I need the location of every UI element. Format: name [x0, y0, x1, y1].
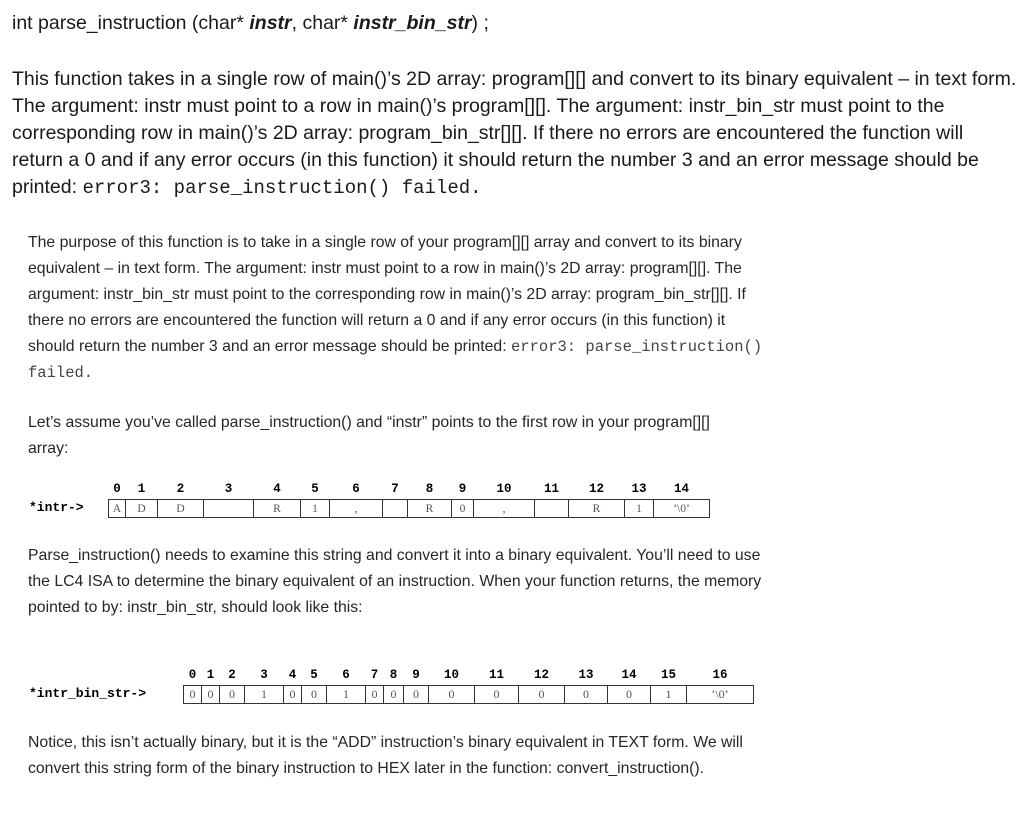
bin_array-cell: 1 — [245, 685, 284, 704]
bin_array-cell: 0 — [519, 685, 565, 704]
bin-array-label: *intr_bin_str-> — [29, 686, 147, 701]
instr_array-index: 7 — [391, 482, 399, 496]
bin_array-cell: 0 — [366, 685, 384, 704]
bin_array-cell: 0 — [608, 685, 651, 704]
description-text: This function takes in a single row of main()’s 2D array: program[][] and convert to its binary equivalent – in text form. The argument: instr must point to a row in main()’s program[][]. The argument: instr_bin_str must point to the corresponding row in main()’s 2D array: program_bin_str[][]. If there no errors are encountered the function will return a 0 and if any error occurs (in this function) it should return the number 3 and an error message should be printed: — [12, 68, 1017, 198]
bin_array-index: 1 — [206, 668, 215, 682]
instr_array-cell: , — [330, 499, 383, 518]
instr_array-cell: 0 — [452, 499, 474, 518]
instr_array-index: 14 — [673, 482, 689, 496]
bin_array-index: 15 — [660, 668, 676, 682]
purpose-text: The purpose of this function is to take in a single row of your program[][] array and convert to its binary equivalent – in text form. The argument: instr must point to a row in main()’s 2D array: program[][]. The argument: instr_bin_str must point to the corresponding row in main()’s 2D array: program_bin_str[][]. If there no errors are encountered the function will return a 0 and if any error occurs (in this function) it should return the number 3 and an error message should be printed: — [28, 234, 746, 355]
assume-paragraph: Let’s assume you’ve called parse_instruction() and “instr” points to the first row in your program[][] array: — [28, 414, 710, 457]
bin_array-cell: 0 — [565, 685, 608, 704]
instr_array-cell: , — [474, 499, 535, 518]
instr-array-cells — [108, 499, 710, 518]
bin_array-cell: 0 — [475, 685, 519, 704]
bin_array-index: 9 — [412, 668, 420, 682]
instr_array-index: 9 — [458, 482, 467, 496]
instr_array-cell: R — [254, 499, 301, 518]
bin_array-index: 13 — [578, 668, 594, 682]
signature-suffix: ) ; — [471, 12, 489, 34]
error-message-code: error3: parse_instruction() failed. — [82, 177, 482, 199]
instr_array-index: 2 — [176, 482, 185, 496]
bin_array-index: 16 — [712, 668, 728, 682]
notice-paragraph: Notice, this isn’t actually binary, but it is the “ADD” instruction’s binary equivalent in TEXT form. We will convert this string form of the binary instruction to HEX later in the function: convert_instruction(). — [28, 734, 743, 777]
bin-array-cells — [183, 685, 754, 704]
description-paragraph — [12, 66, 1017, 202]
signature-mid: , char* — [291, 12, 354, 34]
bin_array-index: 12 — [533, 668, 549, 682]
bin_array-cell: 0 — [429, 685, 475, 704]
purpose-error-code: error3: parse_instruction() failed. — [28, 338, 763, 382]
instr_array-cell: ‘\0’ — [654, 499, 710, 518]
bin_array-index: 6 — [342, 668, 350, 682]
purpose-paragraph — [28, 230, 768, 386]
bin_array-cell: 1 — [651, 685, 687, 704]
signature-arg-instr-bin-str: instr_bin_str — [353, 12, 472, 34]
bin_array-index: 3 — [260, 668, 268, 682]
instr_array-cell: R — [569, 499, 625, 518]
instr_array-index: 11 — [543, 482, 559, 496]
bin_array-cell: ‘\0’ — [687, 685, 754, 704]
instr-array-label: *intr-> — [29, 500, 84, 515]
signature-arg-instr: instr — [249, 12, 292, 34]
function-signature — [12, 12, 489, 35]
instr_array-index: 4 — [273, 482, 281, 496]
instr_array-index: 3 — [224, 482, 233, 496]
bin_array-cell: 0 — [302, 685, 327, 704]
bin_array-cell: 0 — [404, 685, 429, 704]
instr_array-index: 1 — [137, 482, 146, 496]
instr_array-cell — [535, 499, 569, 518]
bin_array-cell: 0 — [220, 685, 245, 704]
bin_array-cell: 0 — [184, 685, 202, 704]
bin_array-index: 0 — [188, 668, 197, 682]
signature-prefix: int parse_instruction (char* — [12, 12, 250, 34]
bin_array-index: 4 — [288, 668, 297, 682]
instr_array-cell: D — [158, 499, 204, 518]
instr_array-index: 5 — [311, 482, 319, 496]
instr_array-cell: D — [126, 499, 158, 518]
instr_array-index: 13 — [631, 482, 647, 496]
bin_array-index: 14 — [621, 668, 637, 682]
instr_array-cell: 1 — [301, 499, 330, 518]
instr_array-cell — [204, 499, 254, 518]
bin_array-index: 10 — [443, 668, 459, 682]
instr_array-cell: 1 — [625, 499, 654, 518]
bin_array-index: 8 — [389, 668, 398, 682]
instr_array-index: 6 — [352, 482, 360, 496]
instr_array-index: 10 — [496, 482, 512, 496]
instr_array-index: 12 — [588, 482, 604, 496]
instr_array-index: 0 — [113, 482, 121, 496]
instr_array-cell — [383, 499, 408, 518]
bin_array-cell: 1 — [327, 685, 366, 704]
parse-paragraph: Parse_instruction() needs to examine this string and convert it into a binary equivalent. You’ll need to use the LC4 ISA to determine the binary equivalent of an instruction. When your function returns, the memory pointed to by: instr_bin_str, should look like this: — [28, 547, 762, 616]
bin_array-index: 11 — [488, 668, 504, 682]
instr_array-cell: A — [109, 499, 126, 518]
bin_array-cell: 0 — [384, 685, 404, 704]
bin_array-index: 7 — [370, 668, 379, 682]
instr_array-index: 8 — [425, 482, 434, 496]
bin_array-cell: 0 — [284, 685, 302, 704]
bin_array-index: 5 — [310, 668, 318, 682]
bin_array-index: 2 — [228, 668, 236, 682]
instr_array-cell: R — [408, 499, 452, 518]
bin_array-cell: 0 — [202, 685, 220, 704]
